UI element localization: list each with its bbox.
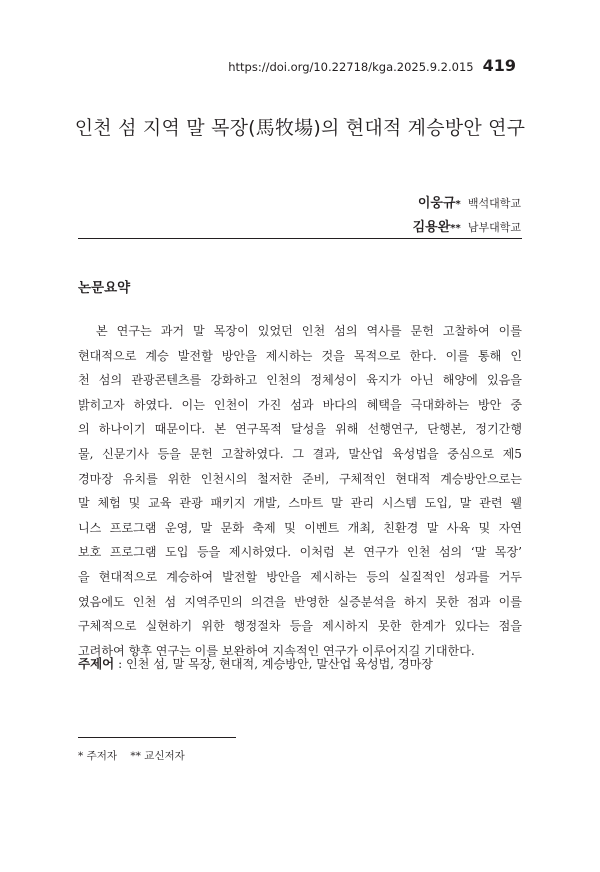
keywords-separator: : [114,657,126,671]
abstract-line: 을 현대적으로 계승하여 발전할 방안을 제시하는 등의 실질적인 성과를 거두 [78,569,522,584]
abstract-line: 의 하나이기 때문이다. 본 연구목적 달성을 위해 선행연구, 단행본, 정기간행 [78,422,522,437]
keywords-text: 인천 섬, 말 목장, 현대적, 계승방안, 말산업 육성법, 경마장 [126,657,433,671]
abstract-line: 보호 프로그램 도입 등을 제시하였다. 이처럼 본 연구가 인천 섬의 ‘말 목장’ [78,545,522,560]
footnote-divider [78,737,236,738]
abstract-line: 고려하여 향후 연구는 이를 보완하여 지속적인 연구가 이루어지길 기대한다. [78,643,475,658]
abstract-line: 천 섬의 관광콘텐츠를 강화하고 인천의 정체성이 육지가 아닌 해양에 있음을 [78,373,522,388]
page-number: 419 [482,56,516,75]
author-affiliation: 남부대학교 [467,221,521,234]
header-divider [78,238,522,239]
author-1 [413,191,521,215]
abstract-line: 경마장 유치를 위한 인천시의 철저한 준비, 구체적인 현대적 계승방안으로는 [78,471,522,486]
abstract-line: 구체적으로 실현하기 위한 행정절차 등을 제시하지 못한 한계가 있다는 점을 [78,619,522,634]
author-name: 이웅규 [417,196,456,211]
keywords-label: 주제어 [78,656,115,671]
author-mark: ** [450,223,461,234]
doi-link[interactable]: https://doi.org/10.22718/kga.2025.9.2.015 [228,60,474,74]
author-name: 김용완 [412,220,451,235]
abstract-heading: 논문요약 [78,280,131,296]
author-affiliation: 백석대학교 [467,197,521,210]
abstract-line: 말 체험 및 교육 관광 패키지 개발, 스마트 말 관리 시스템 도입, 말 관련 웰 [78,496,522,511]
author-block [413,191,521,239]
paper-title: 인천 섬 지역 말 목장(馬牧場)의 현대적 계승방안 연구 [74,117,526,139]
running-header [228,56,516,75]
abstract-line: 였음에도 인천 섬 지역주민의 의견을 반영한 실증분석을 하지 못한 점과 이를 [78,594,522,609]
abstract-line: 물, 신문기사 등을 문헌 고찰하였다. 그 결과, 말산업 육성법을 중심으로 제5 [78,446,522,461]
abstract-body [78,319,522,663]
abstract-line: 본 연구는 과거 말 목장이 있었던 인천 섬의 역사를 문헌 고찰하여 이를 [78,324,522,338]
abstract-line: 현대적으로 계승 발전할 방안을 제시하는 것을 목적으로 한다. 이를 통해 인 [78,348,522,363]
author-mark: * [455,199,461,210]
abstract-line: 니스 프로그램 운영, 말 문화 축제 및 이벤트 개최, 친환경 말 사육 및 자연 [78,520,522,535]
footnotes [78,748,195,763]
author-2 [413,215,521,239]
keywords [78,654,522,672]
footnote-main-author: * 주저자 [78,750,118,762]
footnote-corresponding-author: ** 교신저자 [130,750,185,762]
abstract-line: 밝히고자 하였다. 이는 인천이 가진 섬과 바다의 혜택을 극대화하는 방안 중 [78,397,522,412]
